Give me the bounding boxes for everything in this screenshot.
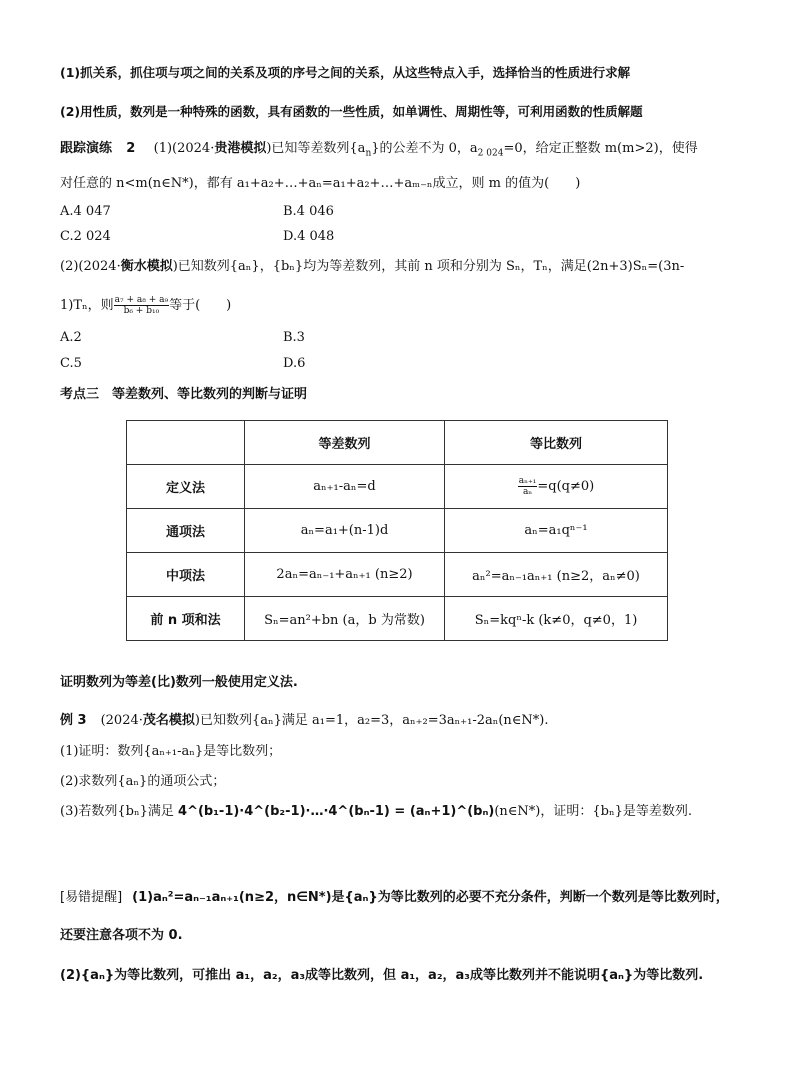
table-header-row (127, 421, 668, 465)
table-header-arith: 等差数列 (245, 421, 445, 465)
row-geo: Sₙ=kqⁿ-k (k≠0，q≠0，1) (445, 597, 668, 641)
q2-source: 衡水模拟 (120, 259, 173, 274)
q1-stem-d: =0，给定正整数 m(m>2)，使得 (503, 141, 698, 156)
warning-tag: [易错提醒] (60, 890, 123, 905)
p3-a: (3)若数列{bₙ}满足 (60, 804, 174, 819)
warning-line-1 (60, 888, 729, 908)
q1-stem-b: )已知等差数列{a (266, 141, 366, 156)
row-geo: aₙ²=aₙ₋₁aₙ₊₁ (n≥2，aₙ≠0) (445, 553, 668, 597)
practice-q1-line1: 跟踪演练 2 (1)(2024·贵港模拟)已知等差数列$\{a_n\}$的公差不为 0，$a_{2 024}=0$，给定正整数 m(m>2)，使得 (60, 141, 698, 159)
practice-number: 2 (126, 141, 136, 156)
geo-frac-num: aₙ₊₁ (518, 476, 537, 486)
q1-stem-c: }的公差不为 0，a (371, 141, 478, 156)
q2-option-c: C.5 (60, 356, 82, 371)
row-method: 定义法 (127, 465, 245, 509)
example-stem-a: (2024· (100, 713, 143, 728)
warning-l1a: (1)aₙ²=aₙ₋₁aₙ₊₁(n≥2，n∈N*)是{aₙ}为等比数列的必要不充分条件，判断一个数列是等比数列时， (132, 890, 729, 905)
q1-option-a: A.4 047 (60, 204, 111, 219)
q2-line2-a: 1)Tₙ，则 (60, 298, 114, 313)
warning-line-1b: 还要注意各项不为 0. (60, 928, 183, 943)
table-row (127, 597, 668, 641)
row-method: 前 n 项和法 (127, 597, 245, 641)
q2-fraction (114, 295, 169, 316)
table-row (127, 553, 668, 597)
geo-frac-den: aₙ (522, 487, 533, 497)
q2-stem-b: )已知数列{aₙ}，{bₙ}均为等差数列，其前 n 项和分别为 Sₙ，Tₙ，满足(2n+3)Sₙ=(3n- (172, 259, 685, 274)
row-geo: aₙ=a₁qⁿ⁻¹ (445, 509, 668, 553)
row-arith: aₙ₊₁-aₙ=d (245, 465, 445, 509)
section-title: 考点三 等差数列、等比数列的判断与证明 (60, 387, 308, 402)
q2-line2-b: 等于( ) (169, 298, 232, 313)
q2-option-a: A.2 (60, 330, 82, 345)
example-stem (60, 711, 549, 731)
table-row (127, 509, 668, 553)
q2-frac-num: a₇ + a₈ + a₉ (114, 295, 169, 305)
q1-sub2024: 2 024 (477, 148, 504, 159)
row-geo (445, 465, 668, 509)
q1-option-d: D.4 048 (283, 229, 335, 244)
q1-line2: 对任意的 n<m(n∈N*)，都有 a₁+a₂+…+aₙ=a₁+a₂+…+aₘ₋ₙ成立，则 m 的值为( ) (60, 176, 581, 191)
table-row (127, 465, 668, 509)
q2-stem-a: (2)(2024· (60, 259, 121, 274)
example-part-3 (60, 802, 692, 822)
method-2: (2)用性质，数列是一种特殊的函数，具有函数的一些性质，如单调性、周期性等，可利用函数的性质解题 (60, 104, 643, 119)
geo-tail: =q(q≠0) (537, 479, 595, 494)
example-source: 茂名模拟 (142, 713, 195, 728)
q1-option-c: C.2 024 (60, 229, 111, 244)
table-header-cell (127, 421, 245, 465)
row-arith: aₙ=a₁+(n-1)d (245, 509, 445, 553)
q2-line1 (60, 257, 684, 277)
p3-formula: 4^(b₁-1)·4^(b₂-1)·…·4^(bₙ-1) = (aₙ+1)^(bₙ) (178, 804, 495, 819)
method-1: (1)抓关系，抓住项与项之间的关系及项的序号之间的关系，从这些特点入手，选择恰当的性质进行求解 (60, 65, 631, 80)
warning-line-2: (2){aₙ}为等比数列，可推出 a₁，a₂，a₃成等比数列，但 a₁，a₂，a₃成等比数列并不能说明{aₙ}为等比数列. (60, 968, 704, 983)
example-part-2: (2)求数列{aₙ}的通项公式； (60, 774, 226, 789)
definition-note: 证明数列为等差(比)数列一般使用定义法. (60, 675, 298, 690)
example-label: 例 3 (60, 713, 87, 728)
example-stem-b: )已知数列{aₙ}满足 a₁=1，a₂=3，aₙ₊₂=3aₙ₊₁-2aₙ(n∈N*). (194, 713, 549, 728)
q2-frac-den: b₆ + b₁₀ (123, 306, 160, 316)
q2-option-b: B.3 (283, 330, 305, 345)
table-header-geo: 等比数列 (445, 421, 668, 465)
comparison-table (126, 420, 668, 641)
q1-source: 贵港模拟 (214, 141, 267, 156)
row-arith: 2aₙ=aₙ₋₁+aₙ₊₁ (n≥2) (245, 553, 445, 597)
q1-option-b: B.4 046 (283, 204, 334, 219)
row-method: 中项法 (127, 553, 245, 597)
q2-option-d: D.6 (283, 356, 306, 371)
q2-line2 (60, 295, 231, 316)
p3-b: (n∈N*)，证明：{bₙ}是等差数列. (494, 804, 692, 819)
row-method: 通项法 (127, 509, 245, 553)
row-arith: Sₙ=an²+bn (a，b 为常数) (245, 597, 445, 641)
practice-label: 跟踪演练 (60, 141, 113, 156)
example-part-1: (1)证明：数列{aₙ₊₁-aₙ}是等比数列； (60, 744, 282, 759)
q1-stem-a: (1)(2024· (153, 141, 215, 156)
